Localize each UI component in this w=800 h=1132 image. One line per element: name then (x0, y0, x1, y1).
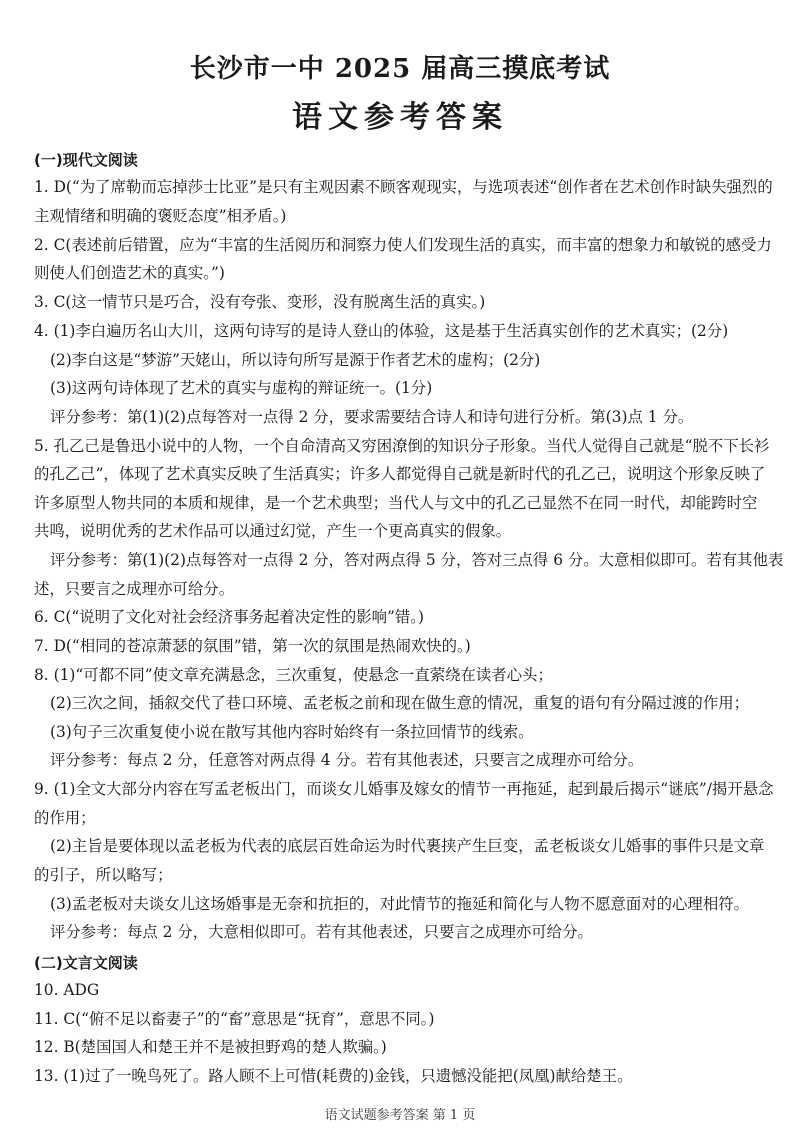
answer-line: 3. C(这一情节只是巧合，没有夸张、变形，没有脱离生活的真实。) (34, 293, 486, 311)
exam-title: 长沙市一中 2025 届高三摸底考试 (189, 54, 611, 84)
answer-line: 12. B(楚国国人和楚王并不是被担野鸡的楚人欺骗。) (34, 1038, 387, 1056)
answer-line: (3)孟老板对夫谈女儿这场婚事是无奈和抗拒的，对此情节的拖延和简化与人物不愿意面对的心理相符。 (50, 895, 749, 913)
answer-line: 共鸣，说明优秀的艺术作品可以通过幻觉，产生一个更高真实的假象。 (34, 522, 512, 540)
answer-line: 主观情绪和明确的褒贬态度”相矛盾。) (34, 207, 287, 225)
answer-key-heading: 语文参考答案 (292, 100, 508, 135)
answer-line: 13. (1)过了一晚鸟死了。路人顾不上可惜(耗费的)金钱，只遗憾没能把(凤凰)献给楚王。 (34, 1067, 633, 1085)
answer-line: (3)这两句诗体现了艺术的真实与虚构的辩证统一。(1分) (50, 379, 433, 397)
answer-line: 评分参考：每点 2 分，大意相似即可。若有其他表述，只要言之成理亦可给分。 (50, 923, 593, 941)
answer-line: 1. D(“为了席勒而忘掉莎士比亚”是只有主观因素不顾客观现实，与选项表述“创作者在艺术创作时缺失强烈的 (34, 178, 773, 196)
answer-line: 评分参考：第(1)(2)点每答对一点得 2 分，答对两点得 5 分，答对三点得 6 分。大意相似即可。若有其他表 (50, 551, 784, 569)
answer-line: 9. (1)全文大部分内容在写孟老板出门，而谈女儿婚事及嫁女的情节一再拖延，起到最后揭示“谜底”/揭开悬念 (34, 780, 774, 798)
answer-line: 6. C(“说明了文化对社会经济事务起着决定性的影响”错。) (34, 608, 424, 626)
answer-line: 2. C(表述前后错置，应为“丰富的生活阅历和洞察力使人们发现生活的真实，而丰富的想象力和敏锐的感受力 (34, 236, 772, 254)
answer-line: 5. 孔乙己是鲁迅小说中的人物，一个自命清高又穷困潦倒的知识分子形象。当代人觉得自己就是“脱不下长衫 (34, 437, 770, 455)
answer-line: 评分参考：每点 2 分，任意答对两点得 4 分。若有其他表述，只要言之成理亦可给分。 (50, 751, 644, 769)
answer-line: 的引子，所以略写； (34, 866, 173, 884)
answer-line: 的作用； (34, 809, 96, 827)
answer-line: (2)主旨是要体现以孟老板为代表的底层百姓命运为时代裹挟产生巨变，孟老板谈女儿婚事的事件只是文章 (50, 837, 765, 855)
answer-line: 述，只要言之成理亦可给分。 (34, 580, 235, 598)
answer-line: 8. (1)“可都不同”使文章充满悬念，三次重复，使悬念一直萦绕在读者心头； (34, 666, 553, 684)
section-heading: (二)文言文阅读 (34, 954, 138, 972)
answer-line: (2)三次之间，插叙交代了巷口环境、孟老板之前和现在做生意的情况，重复的语句有分隔过渡的作用； (50, 694, 749, 712)
answer-line: 7. D(“相同的苍凉萧瑟的氛围”错，第一次的氛围是热闹欢快的。) (34, 637, 471, 655)
answer-line: 10. ADG (34, 981, 100, 999)
answer-line: 的孔乙己”，体现了艺术真实反映了生活真实；许多人都觉得自己就是新时代的孔乙己，说明这个形象反映了 (34, 465, 766, 483)
answer-line: 4. (1)李白遍历名山大川，这两句诗写的是诗人登山的体验，这是基于生活真实创作的艺术真实；(2分) (34, 322, 729, 340)
answer-line: 11. C(“俯不足以畜妻子”的“畜”意思是“抚育”，意思不同。) (34, 1010, 435, 1028)
answer-line: (2)李白这是“梦游”天姥山，所以诗句所写是源于作者艺术的虚构；(2分) (50, 351, 541, 369)
answer-line: 许多原型人物共同的本质和规律，是一个艺术典型；当代人与文中的孔乙己显然不在同一时代，却能跨时空 (34, 494, 758, 512)
answer-line: 则使人们创造艺术的真实。”) (34, 264, 225, 282)
section-heading: (一)现代文阅读 (34, 151, 138, 169)
answer-line: (3)句子三次重复使小说在散写其他内容时始终有一条拉回情节的线索。 (50, 723, 534, 741)
page-footer: 语文试题参考答案 第 1 页 (324, 1108, 476, 1123)
answer-line: 评分参考：第(1)(2)点每答对一点得 2 分，要求需要结合诗人和诗句进行分析。第(3)点 1 分。 (50, 408, 694, 426)
